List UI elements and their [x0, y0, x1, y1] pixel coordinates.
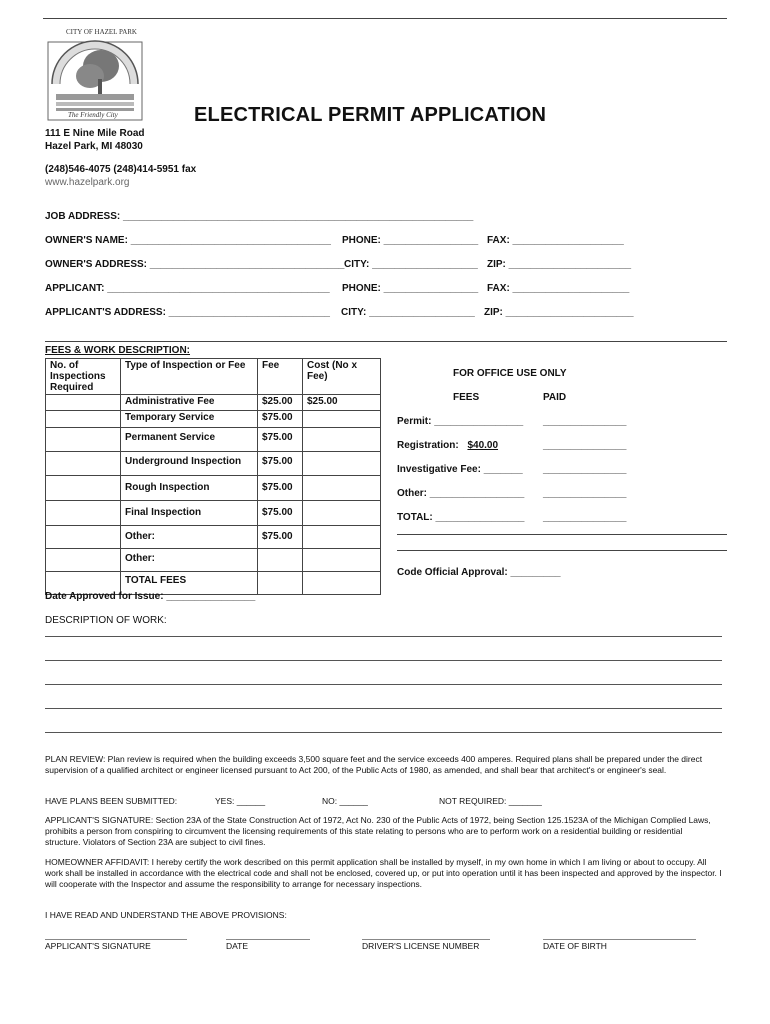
applicant-signature-text: APPLICANT'S SIGNATURE: Section 23A of the State Construction Act of 1972, Act No. 230 of the Public Acts of 1972, being Section 125.1523A of the Michigan Complied Laws, prohibits a person from conspiring to circumvent the licensing requirements of this state relating to persons who are to perform work on a residential building or residential structure. Violators of Section 23A are subject to civil fines. — [45, 815, 711, 847]
cost-cell[interactable] — [303, 549, 381, 572]
cost-cell[interactable] — [303, 476, 381, 501]
inspections-cell[interactable] — [46, 549, 121, 572]
applicant-city-field[interactable]: CITY: ___________________ — [341, 307, 475, 318]
fee-cell: $75.00 — [258, 452, 303, 476]
fee-cell: $25.00 — [258, 395, 303, 411]
logo-text-top: CITY OF HAZEL PARK — [66, 28, 137, 36]
fee-cell — [258, 572, 303, 595]
signature-line[interactable] — [45, 939, 187, 940]
date-label: DATE — [226, 941, 249, 951]
registration-value: $40.00 — [467, 440, 499, 451]
section-rule — [45, 341, 727, 342]
address-line-1: 111 E Nine Mile Road — [45, 128, 145, 139]
applicants-address-field[interactable]: APPLICANT'S ADDRESS: _____________________________ — [45, 307, 330, 318]
plans-yes-field[interactable]: YES: ______ — [215, 796, 266, 806]
inspections-cell[interactable] — [46, 452, 121, 476]
owners-name-field[interactable]: OWNER'S NAME: ____________________________________ — [45, 235, 331, 246]
office-use-heading: FOR OFFICE USE ONLY — [453, 368, 567, 379]
investigative-fee-field[interactable]: Investigative Fee: _______ — [397, 464, 523, 475]
fee-cell: $75.00 — [258, 428, 303, 452]
inspections-cell[interactable] — [46, 476, 121, 501]
applicant-phone-field[interactable]: PHONE: _________________ — [342, 283, 479, 294]
applicant-fax-field[interactable]: FAX: _____________________ — [487, 283, 630, 294]
owner-city-field[interactable]: CITY: ___________________ — [344, 259, 478, 270]
description-line[interactable] — [45, 708, 722, 709]
registration-fee-field — [397, 440, 508, 451]
cost-cell[interactable] — [303, 501, 381, 526]
cost-cell[interactable] — [303, 428, 381, 452]
inspections-cell[interactable] — [46, 411, 121, 428]
table-row — [46, 476, 381, 501]
address-line-2: Hazel Park, MI 48030 — [45, 141, 143, 152]
owners-address-field[interactable]: OWNER'S ADDRESS: ___________________________________ — [45, 259, 345, 270]
logo-text-bottom: The Friendly City — [68, 111, 118, 119]
other-fee-field[interactable]: Other: _________________ — [397, 488, 525, 499]
inspections-cell[interactable] — [46, 501, 121, 526]
signature-label: APPLICANT'S SIGNATURE — [45, 941, 151, 951]
cost-cell[interactable] — [303, 452, 381, 476]
fee-cell: $75.00 — [258, 526, 303, 549]
description-line[interactable] — [45, 732, 722, 733]
description-line[interactable] — [45, 660, 722, 661]
permit-fee-field[interactable]: Permit: ________________ — [397, 416, 524, 427]
type-cell: Permanent Service — [121, 428, 258, 452]
table-row — [46, 549, 381, 572]
city-seal-logo — [46, 24, 144, 124]
investigative-paid-field[interactable]: _______________ — [543, 464, 627, 475]
total-fee-field[interactable]: TOTAL: ________________ — [397, 512, 525, 523]
dob-label: DATE OF BIRTH — [543, 941, 607, 951]
applicant-zip-field[interactable]: ZIP: _______________________ — [484, 307, 634, 318]
type-cell: Underground Inspection — [121, 452, 258, 476]
top-rule — [43, 18, 727, 19]
plan-review-text: PLAN REVIEW: Plan review is required when the building exceeds 3,500 square feet and the service exceeds 400 amperes. Required plans shall be prepared under the direct supervision of a qualified architect or engineer licensed pursuant to Act 200, of the Public Acts of 1980, as amended, and shall bear that architect's or engineer's seal. — [45, 754, 703, 775]
phone-fax: (248)546-4075 (248)414-5951 fax — [45, 164, 197, 175]
type-cell: TOTAL FEES — [121, 572, 258, 595]
cost-cell[interactable] — [303, 526, 381, 549]
website-link[interactable]: www.hazelpark.org — [45, 177, 130, 188]
license-line[interactable] — [362, 939, 490, 940]
fee-cell: $75.00 — [258, 476, 303, 501]
owner-zip-field[interactable]: ZIP: ______________________ — [487, 259, 632, 270]
table-row — [46, 411, 381, 428]
type-cell: Final Inspection — [121, 501, 258, 526]
office-rule-1 — [397, 534, 727, 535]
date-line[interactable] — [226, 939, 310, 940]
inspections-cell[interactable] — [46, 526, 121, 549]
owner-fax-field[interactable]: FAX: ____________________ — [487, 235, 624, 246]
table-row — [46, 501, 381, 526]
permit-paid-field[interactable]: _______________ — [543, 416, 627, 427]
plans-no-field[interactable]: NO: ______ — [322, 796, 368, 806]
fee-cell: $75.00 — [258, 501, 303, 526]
cost-cell[interactable] — [303, 411, 381, 428]
registration-label: Registration: — [397, 440, 462, 451]
code-official-approval-field[interactable]: Code Official Approval: _________ — [397, 567, 561, 578]
table-row — [46, 452, 381, 476]
page-title: ELECTRICAL PERMIT APPLICATION — [194, 104, 547, 126]
office-rule-2 — [397, 550, 727, 551]
fee-cell: $75.00 — [258, 411, 303, 428]
type-cell: Other: — [121, 526, 258, 549]
inspections-cell[interactable] — [46, 395, 121, 411]
homeowner-affidavit-text: HOMEOWNER AFFIDAVIT: I hereby certify the work described on this permit application shall be installed by myself, in my own home in which I am living or about to occupy. All work shall be installed in accordance with the electrical code and shall not be enclosed, covered up, or put into operation until it has been inspected and approved by the inspector. I will cooperate with the Inspector and assume the responsibility to arrange for necessary inspections. — [45, 857, 722, 889]
description-line[interactable] — [45, 684, 722, 685]
license-label: DRIVER'S LICENSE NUMBER — [362, 941, 480, 951]
col-fee-header: Fee — [258, 359, 303, 395]
type-cell: Other: — [121, 549, 258, 572]
office-fees-label: FEES — [453, 392, 480, 403]
other-paid-field[interactable]: _______________ — [543, 488, 627, 499]
type-cell: Rough Inspection — [121, 476, 258, 501]
type-cell: Administrative Fee — [121, 395, 258, 411]
provisions-text: I HAVE READ AND UNDERSTAND THE ABOVE PROVISIONS: — [45, 910, 287, 920]
description-of-work-label: DESCRIPTION OF WORK: — [45, 615, 167, 626]
fee-cell — [258, 549, 303, 572]
description-line[interactable] — [45, 636, 722, 637]
plans-submitted-label: HAVE PLANS BEEN SUBMITTED: — [45, 796, 178, 806]
plans-not-required-field[interactable]: NOT REQUIRED: _______ — [439, 796, 542, 806]
owner-phone-field[interactable]: PHONE: _________________ — [342, 235, 479, 246]
fees-heading: FEES & WORK DESCRIPTION: — [45, 345, 191, 356]
col-cost-header: Cost (No x Fee) — [303, 359, 381, 395]
registration-paid-field[interactable]: _______________ — [543, 440, 627, 451]
cost-cell[interactable] — [303, 572, 381, 595]
table-row — [46, 428, 381, 452]
dob-line[interactable] — [543, 939, 696, 940]
fees-table — [45, 358, 381, 595]
total-paid-field[interactable]: _______________ — [543, 512, 627, 523]
table-row — [46, 395, 381, 411]
cost-cell[interactable]: $25.00 — [303, 395, 381, 411]
col-inspections-header: No. of Inspections Required — [46, 359, 121, 395]
inspections-cell[interactable] — [46, 428, 121, 452]
table-row — [46, 526, 381, 549]
date-approved-field[interactable]: Date Approved for Issue: ________________ — [45, 591, 256, 602]
job-address-field[interactable]: JOB ADDRESS: _______________________________________________________________ — [45, 211, 474, 222]
applicant-field[interactable]: APPLICANT: ________________________________________ — [45, 283, 330, 294]
col-type-header: Type of Inspection or Fee — [121, 359, 258, 395]
type-cell: Temporary Service — [121, 411, 258, 428]
office-paid-label: PAID — [543, 392, 567, 403]
